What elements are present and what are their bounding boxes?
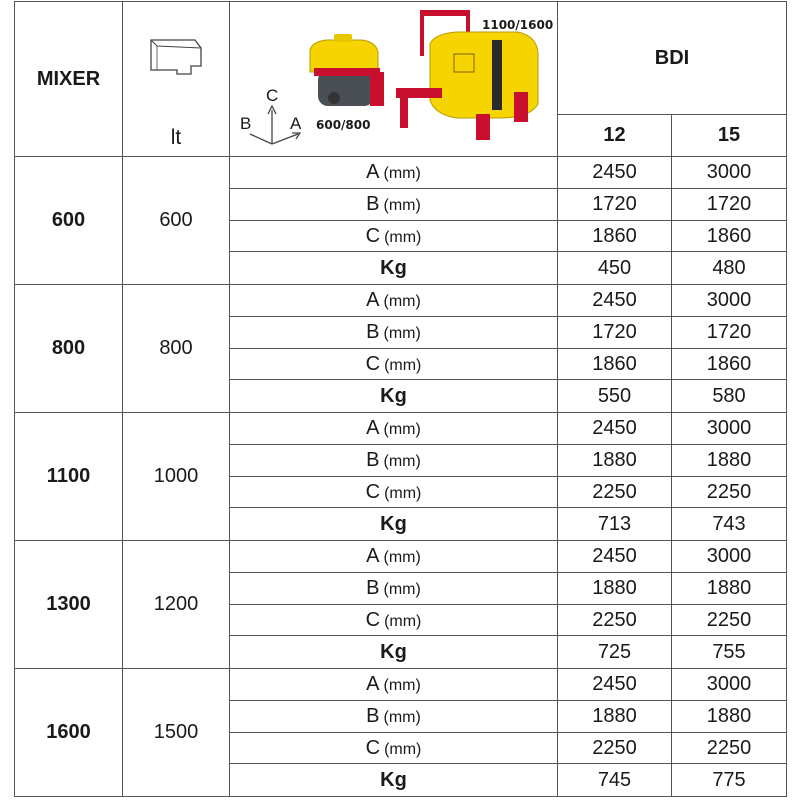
spec-unit: (mm) — [383, 677, 421, 694]
value-12-cell: 2450 — [558, 669, 672, 701]
spec-unit: (mm) — [383, 421, 421, 438]
spec-label: C — [365, 352, 381, 375]
table-row — [15, 413, 787, 445]
spec-label: C — [365, 736, 381, 759]
value-12-cell: 2450 — [558, 285, 672, 317]
spec-label-cell — [230, 605, 558, 636]
spec-label-cell — [230, 317, 558, 349]
capacity-cell: 1000 — [123, 413, 230, 541]
spec-unit: (mm) — [383, 197, 421, 214]
spec-label: A — [366, 545, 380, 567]
spec-label: A — [366, 673, 380, 695]
spec-label: A — [366, 289, 380, 311]
spec-label-cell — [230, 380, 558, 413]
spec-label-cell — [230, 508, 558, 541]
value-15-cell: 1880 — [672, 445, 787, 477]
capacity-cell: 600 — [123, 157, 230, 285]
capacity-cell: 1500 — [123, 669, 230, 797]
value-12-cell: 1880 — [558, 445, 672, 477]
length-12-header: 12 — [558, 115, 672, 157]
spec-label: A — [366, 417, 380, 439]
spec-label-cell — [230, 413, 558, 445]
value-12-cell: 550 — [558, 380, 672, 413]
value-12-cell: 1720 — [558, 189, 672, 221]
value-12-cell: 1860 — [558, 221, 672, 252]
spec-label: Kg — [380, 256, 407, 279]
axis-b-label: B — [240, 114, 252, 133]
table-row — [15, 157, 787, 189]
spec-label: B — [366, 449, 380, 471]
value-15-cell: 1860 — [672, 221, 787, 252]
value-15-cell: 743 — [672, 508, 787, 541]
capacity-cell: 800 — [123, 285, 230, 413]
capacity-cell: 1200 — [123, 541, 230, 669]
value-15-cell: 1720 — [672, 317, 787, 349]
spec-unit: (mm) — [384, 740, 422, 758]
value-12-cell: 2450 — [558, 413, 672, 445]
spec-unit: (mm) — [383, 165, 421, 182]
model-cell: 800 — [15, 285, 123, 413]
value-15-cell: 3000 — [672, 285, 787, 317]
spec-unit: (mm) — [384, 356, 422, 374]
value-15-cell: 1880 — [672, 573, 787, 605]
value-15-cell: 3000 — [672, 669, 787, 701]
spec-label-cell — [230, 285, 558, 317]
value-15-cell: 3000 — [672, 413, 787, 445]
spec-label-cell — [230, 669, 558, 701]
spec-unit: (mm) — [383, 325, 421, 342]
spec-label-cell — [230, 349, 558, 380]
spec-unit: (mm) — [383, 453, 421, 470]
spec-label: B — [366, 321, 380, 343]
value-12-cell: 2250 — [558, 477, 672, 508]
spec-unit: (mm) — [384, 228, 422, 246]
model-cell: 1100 — [15, 413, 123, 541]
value-15-cell: 1860 — [672, 349, 787, 380]
spec-label: Kg — [380, 512, 407, 535]
value-15-cell: 580 — [672, 380, 787, 413]
spec-label-cell — [230, 701, 558, 733]
axis-a-label: A — [290, 114, 302, 133]
spec-unit: (mm) — [383, 581, 421, 598]
value-12-cell: 1860 — [558, 349, 672, 380]
table-row — [15, 285, 787, 317]
value-12-cell: 713 — [558, 508, 672, 541]
spec-label: B — [366, 577, 380, 599]
mixer-header: MIXER — [15, 2, 123, 157]
spec-label-cell — [230, 764, 558, 797]
small-model-label: 600/800 — [316, 118, 371, 132]
value-15-cell: 1880 — [672, 701, 787, 733]
small-sprayer-image — [310, 34, 384, 106]
value-12-cell: 1880 — [558, 701, 672, 733]
spec-label-cell — [230, 541, 558, 573]
length-15-header: 15 — [672, 115, 787, 157]
spec-label-cell — [230, 477, 558, 508]
bdi-header: BDI — [558, 2, 787, 115]
table-row — [15, 541, 787, 573]
value-15-cell: 3000 — [672, 157, 787, 189]
value-12-cell: 1720 — [558, 317, 672, 349]
value-12-cell: 450 — [558, 252, 672, 285]
table-row — [15, 669, 787, 701]
spec-label-cell — [230, 157, 558, 189]
tank-capacity-header — [123, 2, 230, 157]
tank-unit-label: lt — [170, 126, 182, 149]
value-15-cell: 2250 — [672, 733, 787, 764]
value-15-cell: 3000 — [672, 541, 787, 573]
spec-unit: (mm) — [384, 484, 422, 502]
axis-c-label: C — [266, 86, 279, 105]
value-15-cell: 775 — [672, 764, 787, 797]
spec-label: C — [365, 480, 381, 503]
value-12-cell: 2250 — [558, 733, 672, 764]
spec-label: Kg — [380, 640, 407, 663]
value-12-cell: 2450 — [558, 541, 672, 573]
spec-label: A — [366, 161, 380, 183]
value-12-cell: 2250 — [558, 605, 672, 636]
value-12-cell: 745 — [558, 764, 672, 797]
value-15-cell: 1720 — [672, 189, 787, 221]
value-15-cell: 480 — [672, 252, 787, 285]
spec-label: C — [365, 608, 381, 631]
spec-label-cell — [230, 733, 558, 764]
model-cell: 1600 — [15, 669, 123, 797]
spec-table — [14, 1, 787, 797]
spec-label-cell — [230, 445, 558, 477]
value-12-cell: 725 — [558, 636, 672, 669]
spec-label: Kg — [380, 384, 407, 407]
large-model-label: 1100/1600 — [482, 18, 554, 32]
spec-label: Kg — [380, 768, 407, 791]
spec-unit: (mm) — [384, 612, 422, 630]
spec-label: B — [366, 705, 380, 727]
spec-unit: (mm) — [383, 709, 421, 726]
spec-label-cell — [230, 573, 558, 605]
spec-label-cell — [230, 636, 558, 669]
tank-icon — [145, 36, 207, 76]
sprayer-image — [230, 2, 558, 157]
spec-label-cell — [230, 189, 558, 221]
model-cell: 1300 — [15, 541, 123, 669]
value-15-cell: 755 — [672, 636, 787, 669]
spec-label: B — [366, 193, 380, 215]
value-15-cell: 2250 — [672, 605, 787, 636]
spec-unit: (mm) — [383, 293, 421, 310]
spec-label-cell — [230, 221, 558, 252]
value-12-cell: 2450 — [558, 157, 672, 189]
spec-unit: (mm) — [383, 549, 421, 566]
value-15-cell: 2250 — [672, 477, 787, 508]
spec-label: C — [365, 224, 381, 247]
spec-label-cell — [230, 252, 558, 285]
model-cell: 600 — [15, 157, 123, 285]
value-12-cell: 1880 — [558, 573, 672, 605]
